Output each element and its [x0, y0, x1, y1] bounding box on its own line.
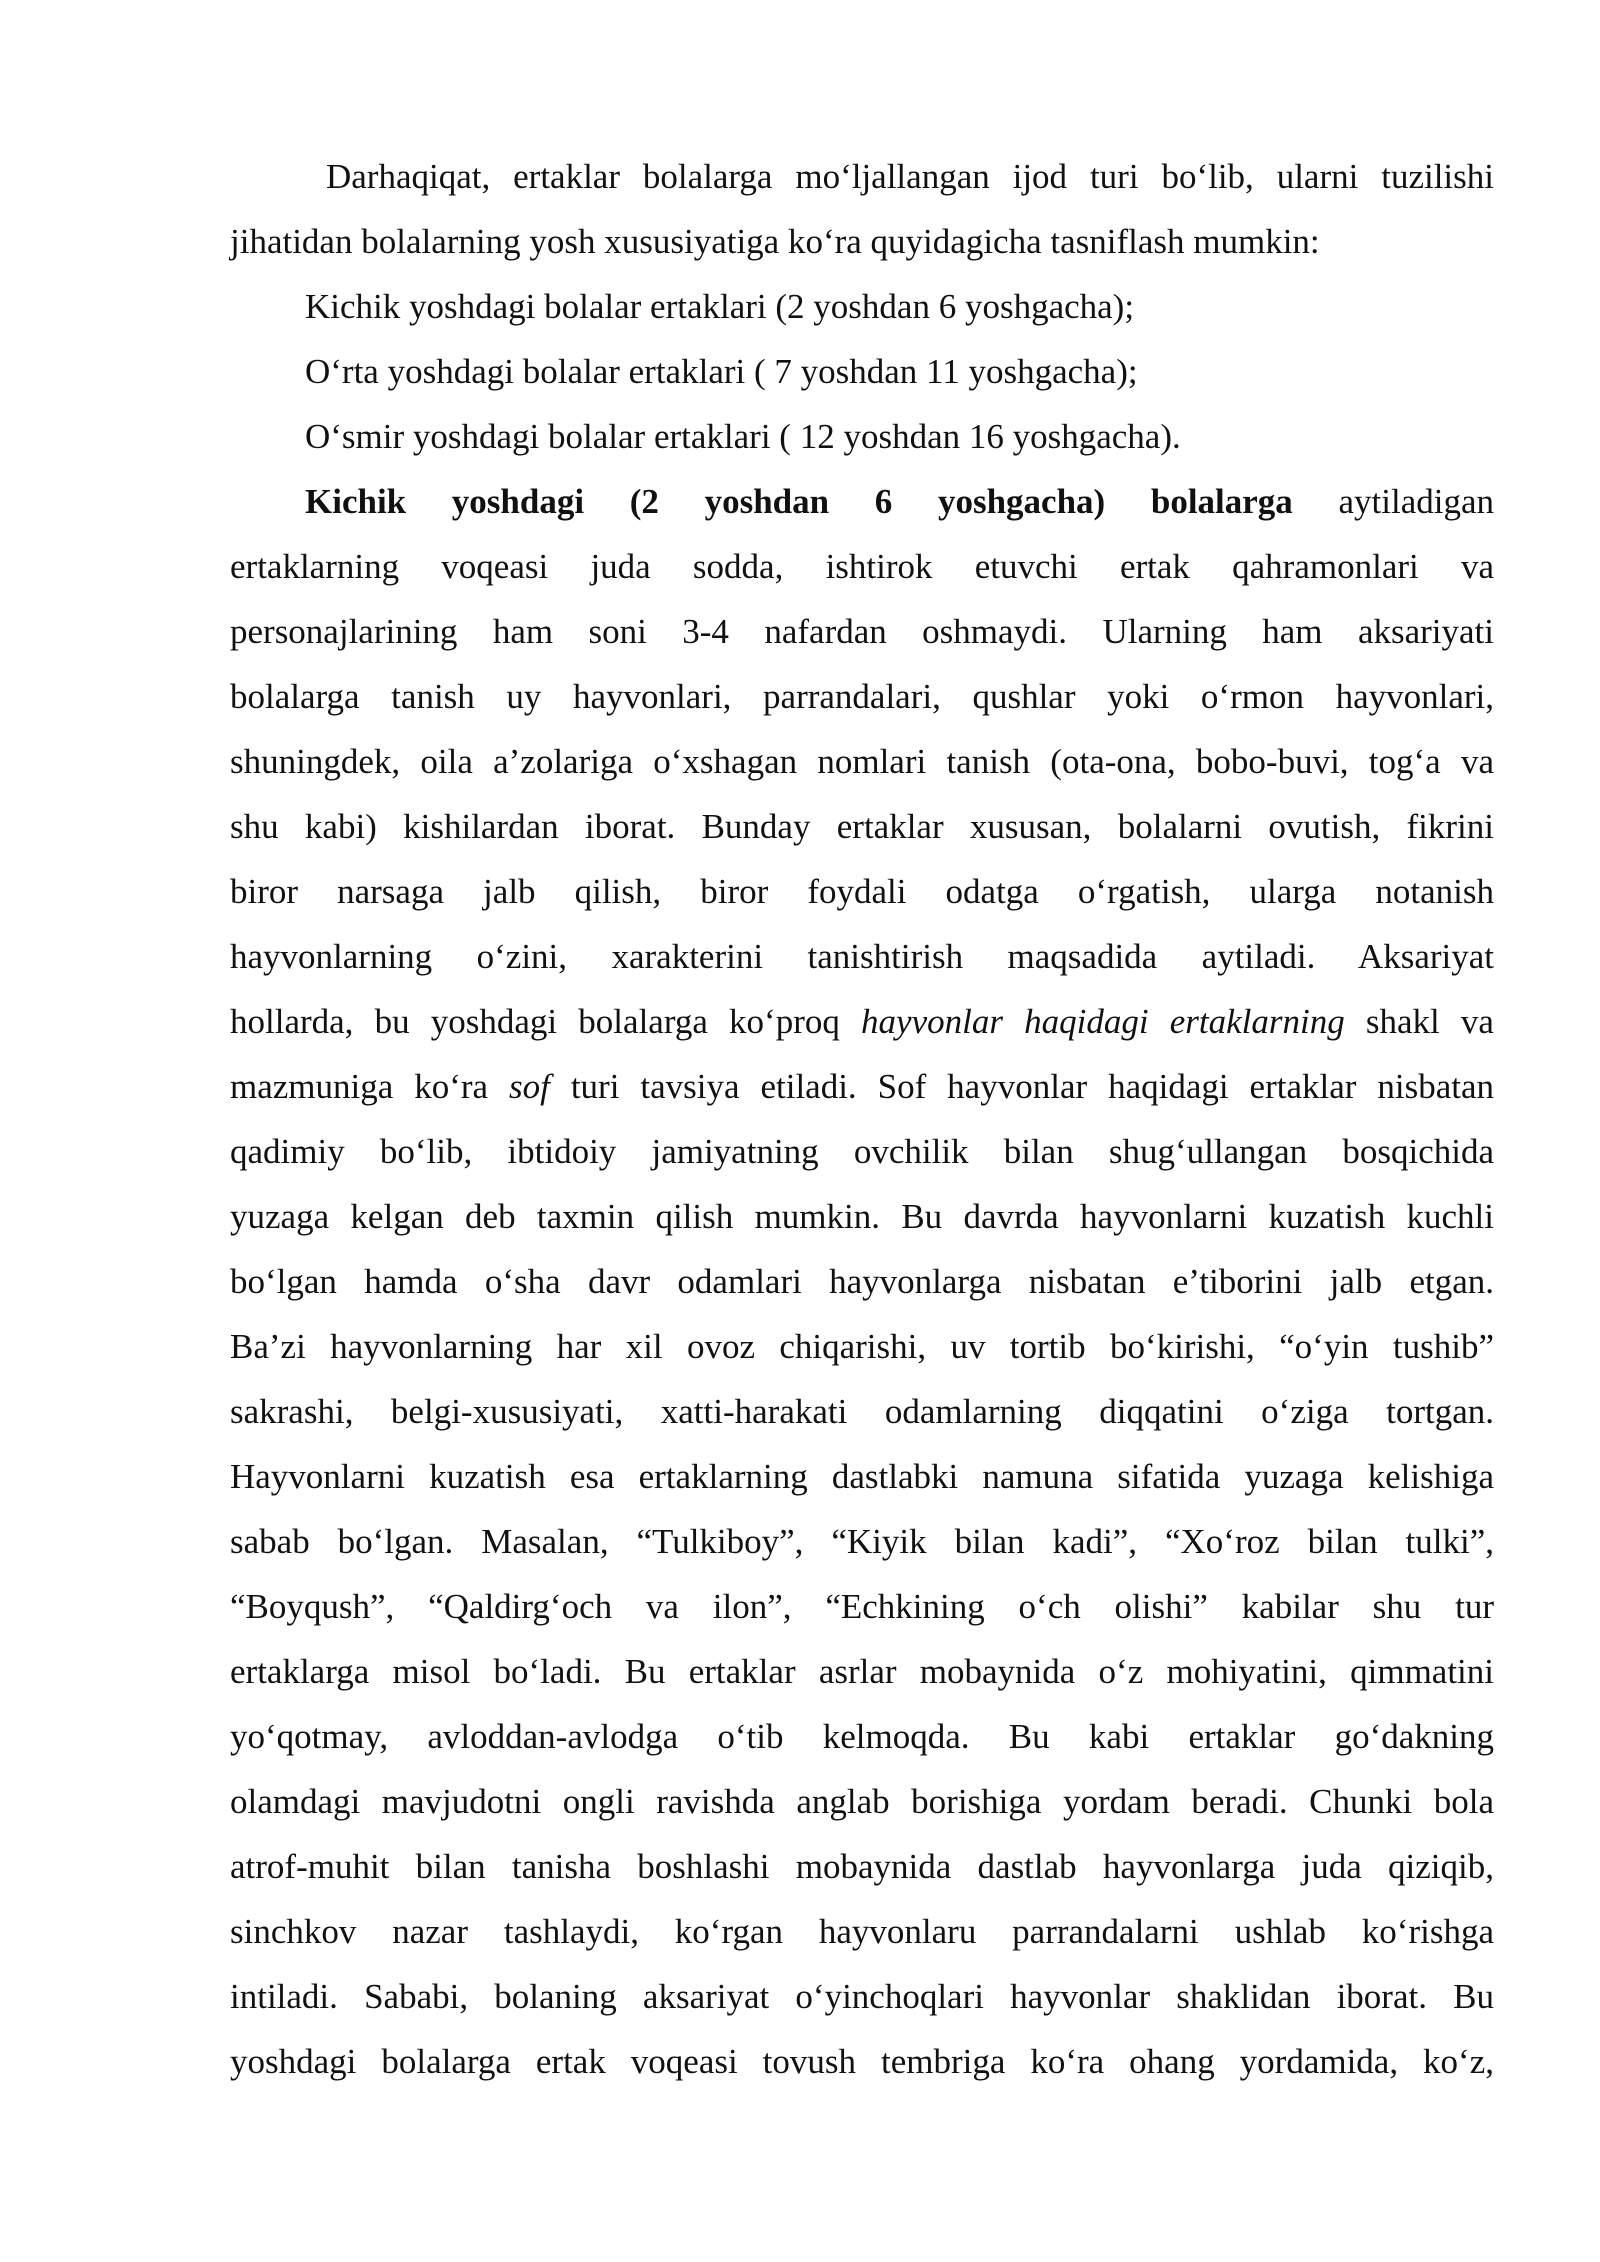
text-line: Darhaqiqat, ertaklar bolalarga mo‘ljallangan ijod turi bo‘lib, ularni tuzilishi	[326, 157, 1494, 196]
text-span: aytiladigan	[1292, 482, 1494, 521]
text-line: personajlarining ham soni 3-4 nafardan oshmaydi. Ularning ham aksariyati	[230, 612, 1494, 651]
text-line: biror narsaga jalb qilish, biror foydali odatga o‘rgatish, ularga notanish	[230, 872, 1494, 911]
text-line: olamdagi mavjudotni ongli ravishda anglab borishiga yordam beradi. Chunki bola	[230, 1782, 1494, 1821]
text-line: sabab bo‘lgan. Masalan, “Tulkiboy”, “Kiyik bilan kadi”, “Xo‘roz bilan tulki”,	[230, 1522, 1494, 1561]
text-span: hollarda, bu yoshdagi bolalarga ko‘proq	[230, 1002, 862, 1041]
text-line	[305, 477, 1494, 527]
italic-text: sof	[509, 1067, 550, 1106]
italic-text: hayvonlar haqidagi ertaklarning	[861, 1002, 1345, 1041]
text-span: shakl va	[1344, 1002, 1494, 1041]
text-line: Hayvonlarni kuzatish esa ertaklarning dastlabki namuna sifatida yuzaga kelishiga	[230, 1457, 1494, 1496]
text-line: intiladi. Sababi, bolaning aksariyat o‘yinchoqlari hayvonlar shaklidan iborat. Bu	[230, 1977, 1494, 2016]
text-span: turi tavsiya etiladi. Sof hayvonlar haqidagi ertaklar nisbatan	[549, 1067, 1494, 1106]
text-line: Ba’zi hayvonlarning har xil ovoz chiqarishi, uv tortib bo‘kirishi, “o‘yin tushib”	[230, 1327, 1494, 1366]
text-line: jihatidan bolalarning yosh xususiyatiga ko‘ra quyidagicha tasniflash mumkin:	[230, 222, 1320, 261]
text-span: mazmuniga ko‘ra	[230, 1067, 510, 1106]
text-line: sakrashi, belgi-xususiyati, xatti-harakati odamlarning diqqatini o‘ziga tortgan.	[230, 1392, 1494, 1431]
text-line: sinchkov nazar tashlaydi, ko‘rgan hayvonlaru parrandalarni ushlab ko‘rishga	[230, 1912, 1494, 1951]
list-item: O‘smir yoshdagi bolalar ertaklari ( 12 yoshdan 16 yoshgacha).	[305, 417, 1181, 456]
text-line	[230, 997, 1494, 1047]
text-line: shuningdek, oila a’zolariga o‘xshagan nomlari tanish (ota-ona, bobo-buvi, tog‘a va	[230, 742, 1494, 781]
text-line: qadimiy bo‘lib, ibtidoiy jamiyatning ovchilik bilan shug‘ullangan bosqichida	[230, 1132, 1494, 1171]
list-item: Kichik yoshdagi bolalar ertaklari (2 yoshdan 6 yoshgacha);	[305, 287, 1135, 326]
text-line: yuzaga kelgan deb taxmin qilish mumkin. Bu davrda hayvonlarni kuzatish kuchli	[230, 1197, 1494, 1236]
text-line: hayvonlarning o‘zini, xarakterini tanishtirish maqsadida aytiladi. Aksariyat	[230, 937, 1494, 976]
text-line: “Boyqush”, “Qaldirg‘och va ilon”, “Echkining o‘ch olishi” kabilar shu tur	[230, 1587, 1494, 1626]
list-item: O‘rta yoshdagi bolalar ertaklari ( 7 yoshdan 11 yoshgacha);	[305, 352, 1138, 391]
text-line: bolalarga tanish uy hayvonlari, parrandalari, qushlar yoki o‘rmon hayvonlari,	[230, 677, 1494, 716]
text-line: atrof-muhit bilan tanisha boshlashi mobaynida dastlab hayvonlarga juda qiziqib,	[230, 1847, 1494, 1886]
text-line: bo‘lgan hamda o‘sha davr odamlari hayvonlarga nisbatan e’tiborini jalb etgan.	[230, 1262, 1494, 1301]
text-line: shu kabi) kishilardan iborat. Bunday ertaklar xususan, bolalarni ovutish, fikrini	[230, 807, 1494, 846]
text-line: ertaklarning voqeasi juda sodda, ishtirok etuvchi ertak qahramonlari va	[230, 547, 1494, 586]
text-line: yoshdagi bolalarga ertak voqeasi tovush tembriga ko‘ra ohang yordamida, ko‘z,	[230, 2042, 1494, 2081]
text-line: ertaklarga misol bo‘ladi. Bu ertaklar asrlar mobaynida o‘z mohiyatini, qimmatini	[230, 1652, 1494, 1691]
bold-heading-text: Kichik yoshdagi (2 yoshdan 6 yoshgacha) bolalarga	[305, 482, 1293, 521]
text-line	[230, 1062, 1494, 1112]
text-line: yo‘qotmay, avloddan-avlodga o‘tib kelmoqda. Bu kabi ertaklar go‘dakning	[230, 1717, 1494, 1756]
